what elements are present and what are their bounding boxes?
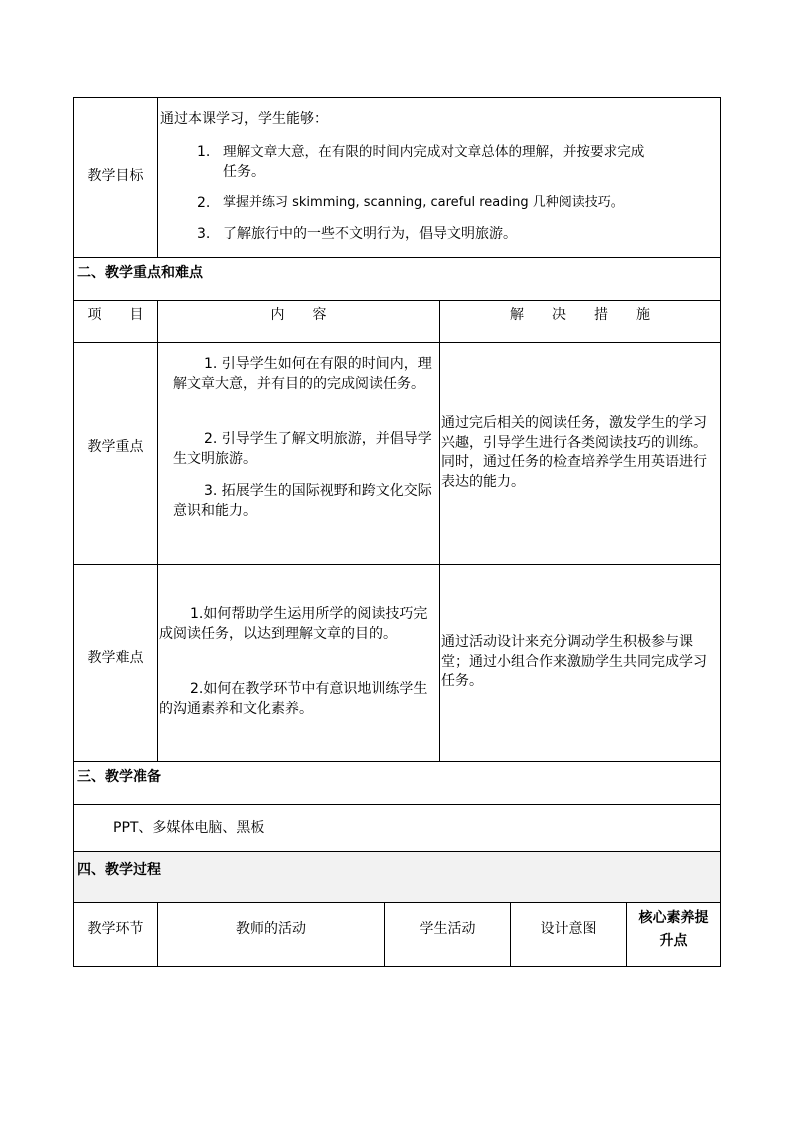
header-design-intent: 设计意图	[540, 921, 597, 937]
objectives-intro: 通过本课学习，学生能够：	[160, 111, 328, 127]
header-content: 内 容	[270, 307, 327, 323]
preparation-content: PPT、多媒体电脑、黑板	[113, 820, 265, 836]
border-after-section3-title	[73, 804, 721, 805]
border-left	[73, 97, 74, 967]
objective-3-number: 3.	[197, 226, 211, 242]
section4-title: 四、教学过程	[77, 862, 161, 878]
header-measures: 解 决 措 施	[510, 307, 650, 323]
border-after-headers	[73, 342, 721, 343]
key-point-3: 3. 拓展学生的国际视野和跨文化交际意识和能力。	[173, 483, 432, 519]
border-bottom	[73, 966, 721, 967]
border-top	[73, 97, 721, 98]
border-after-keypoints	[73, 564, 721, 565]
difficulty-1: 1.如何帮助学生运用所学的阅读技巧完成阅读任务，以达到理解文章的目的。	[159, 606, 428, 642]
header-stage: 教学环节	[87, 921, 144, 937]
divider-objectives	[157, 97, 158, 257]
key-point-1: 1. 引导学生如何在有限的时间内，理解文章大意，并有目的的完成阅读任务。	[173, 356, 432, 392]
border-after-objectives	[73, 257, 721, 258]
difficulty-2: 2.如何在教学环节中有意识地训练学生的沟通素养和文化素养。	[159, 681, 428, 717]
header-core-literacy-line1: 核心素养提	[638, 910, 709, 926]
objective-3-text: 了解旅行中的一些不文明行为，倡导文明旅游。	[223, 226, 517, 242]
header-core-literacy-line2: 升点	[659, 933, 688, 949]
difficulties-label: 教学难点	[87, 650, 144, 666]
objective-1-number: 1.	[197, 144, 211, 160]
section4-title-bg	[73, 851, 720, 902]
border-after-prep	[73, 851, 721, 852]
section2-title: 二、教学重点和难点	[77, 265, 203, 281]
divider-col2	[439, 300, 440, 761]
objective-2-text: 掌握并练习 skimming, scanning, careful reading 几种阅读技巧。	[223, 195, 624, 210]
border-after-difficulties	[73, 761, 721, 762]
border-after-section4-title	[73, 902, 721, 903]
header-student-activity: 学生活动	[419, 921, 476, 937]
key-point-2: 2. 引导学生了解文明旅游，并倡导学生文明旅游。	[173, 431, 432, 467]
key-points-measures: 通过完后相关的阅读任务，激发学生的学习兴趣，引导学生进行各类阅读技巧的训练。同时，通过任务的检查培养学生用英语进行表达的能力。	[441, 415, 707, 490]
objectives-label: 教学目标	[87, 168, 144, 184]
border-right	[720, 97, 721, 967]
objective-1-line1: 理解文章大意，在有限的时间内完成对文章总体的理解，并按要求完成	[223, 144, 645, 160]
header-item: 项 目	[87, 307, 144, 323]
section3-title: 三、教学准备	[77, 769, 161, 785]
objective-2-number: 2.	[197, 195, 211, 211]
border-after-section2-title	[73, 300, 721, 301]
header-teacher-activity: 教师的活动	[236, 921, 306, 937]
difficulties-measures: 通过活动设计来充分调动学生积极参与课堂；通过小组合作来激励学生共同完成学习任务。	[441, 634, 707, 689]
key-points-label: 教学重点	[87, 439, 144, 455]
objective-1-line2: 任务。	[223, 164, 265, 180]
divider-col1	[157, 300, 158, 761]
